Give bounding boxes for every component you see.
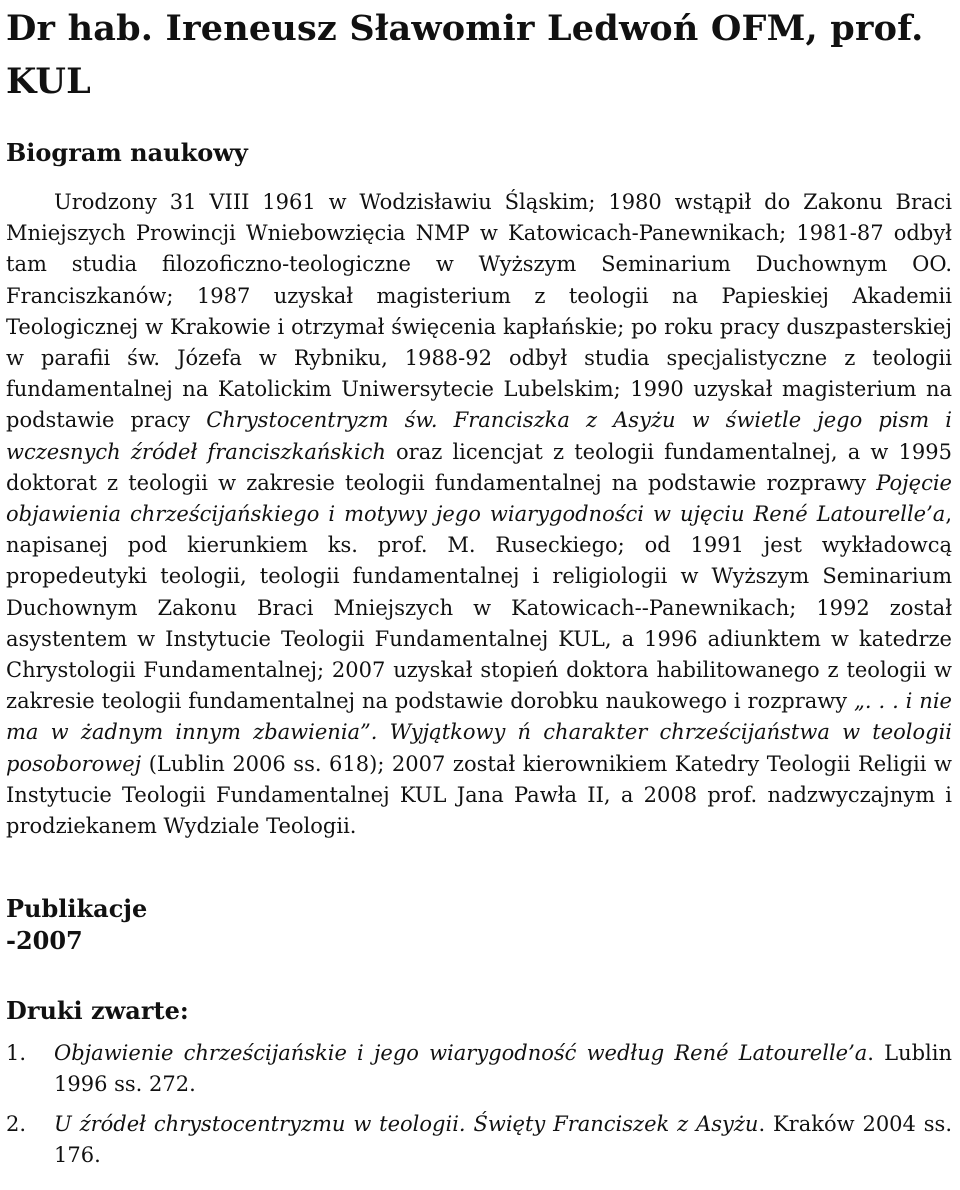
biogram-text-3: , napisanej pod kierunkiem ks. prof. M. Ruseckiego; od 1991 jest wykładowcą propedeutyki teologii, teologii fundamentalnej i religiologii w Wyższym Seminarium Duchownym Zakonu Braci Mniejszych w Katowicach--Panewnikach; 1992 został asystentem w Instytucie Teologii Fundamentalnej KUL, a 1996 adiunktem w katedrze Chrystologii Fundamentalnej; 2007 uzyskał stopień doktora habilitowanego z teologii w zakresie teologii fundamentalnej na podstawie dorobku naukowego i rozprawy bbox=[6, 502, 952, 714]
biogram-text-4: (Lublin 2006 ss. 618); 2007 został kierownikiem Katedry Teologii Religii w Instytucie Teologii Fundamentalnej KUL Jana Pawła II, a 2008 prof. nadzwyczajnym i prodziekanem Wydziale Teologii. bbox=[6, 751, 952, 839]
author-name: Dr hab. Ireneusz Sławomir Ledwoń OFM, prof. bbox=[6, 8, 924, 49]
publication-details: . Kraków 2004 ss. 176. bbox=[54, 1111, 952, 1167]
biogram-text-2: oraz licencjat z teologii fundamentalnej, a w 1995 doktorat z teologii w zakresie teologii fundamentalnej na podstawie rozprawy bbox=[6, 439, 952, 495]
biogram-text-1: Urodzony 31 VIII 1961 w Wodzisławiu Śląskim; 1980 wstąpił do Zakonu Braci Mniejszych Prowincji Wniebowzięcia NMP w Katowicach-Panewnikach; 1981-87 odbył tam studia filozoficzno-teologiczne w Wyższym Seminarium Duchownym OO. Franciszkanów; 1987 uzyskał magisterium z teologii na Papieskiej Akademii Teologicznej w Krakowie i otrzymał święcenia kapłańskie; po roku pracy duszpasterskiej w parafii św. Józefa w Rybniku, 1988-92 odbył studia specjalistyczne z teologii fundamentalnej na Katolickim Uniwersytecie Lubelskim; 1990 uzyskał magisterium na podstawie pracy bbox=[6, 190, 952, 433]
publication-details: . Lublin 1996 ss. 272. bbox=[54, 1041, 952, 1097]
thesis-title-masters: Chrystocentryzm św. Franciszka z Asyżu w świetle jego pism i wczesnych źródeł franciszkańskich bbox=[6, 408, 952, 464]
page-title bbox=[6, 0, 952, 108]
author-affiliation: KUL bbox=[6, 61, 91, 102]
publications-period: -2007 bbox=[6, 926, 83, 956]
publication-list bbox=[6, 1038, 952, 1171]
thesis-title-doctoral: Pojęcie objawienia chrześcijańskiego i motywy jego wiarygodności w ujęciu René Latourelle’a bbox=[6, 470, 952, 527]
publication-title: Objawienie chrześcijańskie i jego wiarygodność według René Latourelle’a bbox=[54, 1041, 868, 1066]
publications-heading: Publikacje bbox=[6, 894, 148, 924]
list-item-number: 1. bbox=[6, 1041, 27, 1066]
biogram-heading: Biogram naukowy bbox=[6, 138, 248, 167]
publication-title: U źródeł chrystocentryzmu w teologii. Święty Franciszek z Asyżu bbox=[54, 1111, 759, 1136]
printed-works-heading: Druki zwarte: bbox=[6, 996, 189, 1026]
biogram-paragraph bbox=[6, 187, 952, 842]
list-item bbox=[6, 1038, 952, 1100]
document-page bbox=[6, 0, 952, 1179]
thesis-title-habilitation: „. . . i nie ma w żadnym innym zbawienia”. Wyjątkowy ń charakter chrześcijaństwa w teologii posoborowej bbox=[6, 689, 952, 776]
list-item bbox=[6, 1109, 952, 1171]
list-item-number: 2. bbox=[6, 1111, 27, 1136]
